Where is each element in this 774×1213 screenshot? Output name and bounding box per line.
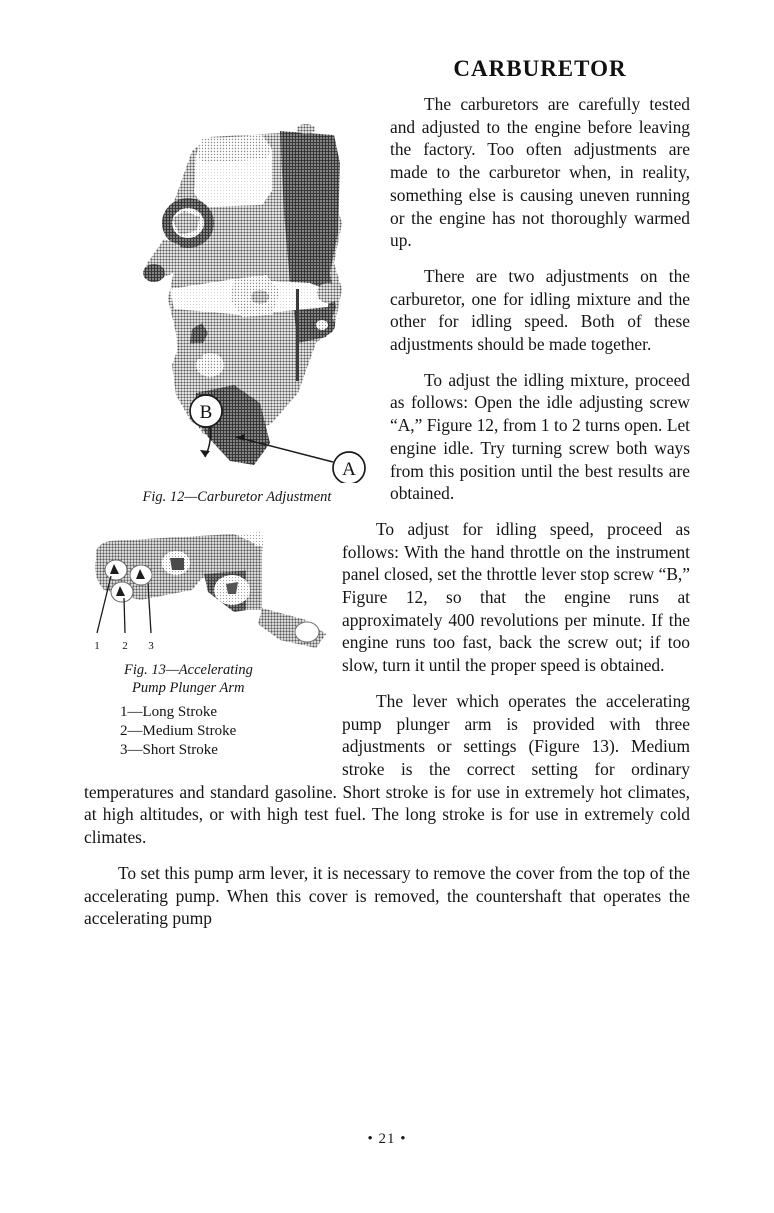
figure-12 xyxy=(84,93,390,507)
pump-arm-photo xyxy=(84,528,342,654)
link-arm-hole xyxy=(295,622,319,642)
air-horn-rim xyxy=(196,135,272,163)
pivot-slot xyxy=(170,558,184,570)
connector-rod xyxy=(296,289,299,381)
throttle-lever-boss xyxy=(251,290,269,304)
callout-1-label: 1 xyxy=(94,639,100,652)
paragraph-3: To adjust the idling mixture, proceed as follows: Open the idle adjusting screw “A,” Figure 12, from 1 to 2 turns open. Let engine idle. Try turning screw both ways from this position until the best results are obtained. xyxy=(390,369,690,504)
pump-arm-photo-image xyxy=(84,528,332,654)
figure-13 xyxy=(84,528,342,760)
paragraph-2: There are two adjustments on the carburetor, one for idling mixture and the other for idling speed. Both of these adjustments should be made together. xyxy=(390,265,690,355)
choke-pivot xyxy=(143,264,165,282)
callout-2-label: 2 xyxy=(122,639,128,652)
figure-13-caption xyxy=(124,661,342,697)
idle-screw-slot xyxy=(316,320,328,330)
callout-b-label: B xyxy=(199,402,213,423)
carburetor-photo-image xyxy=(84,93,390,483)
callout-3-label: 3 xyxy=(148,639,154,652)
legend-item-3: 3—Short Stroke xyxy=(120,741,218,758)
legend-item-1: 1—Long Stroke xyxy=(120,704,218,721)
paragraph-5: The lever which operates the accelerating pump plunger arm is provided with three adjustments or settings (Figure 13). Medium stroke is the correct setting for ordinary temperatures and standard gasoline. Short stroke is for use in extremely hot climates, at high altitudes, or with high test fuel. The long stroke is for use in extremely cold climates. xyxy=(84,690,690,848)
figure-12-caption: Fig. 12—Carburetor Adjustment xyxy=(142,489,332,505)
stop-screw-shaft xyxy=(192,343,204,359)
figure-13-caption-line-2: Pump Plunger Arm xyxy=(132,680,245,697)
page-content xyxy=(84,56,690,943)
arm-vertical xyxy=(246,546,262,610)
hub-key xyxy=(226,582,238,594)
page-number: • 21 • xyxy=(367,1131,407,1147)
figure-13-legend xyxy=(120,703,342,760)
paragraph-6: To set this pump arm lever, it is necessary to remove the cover from the top of the accelerating pump. When this cover is removed, the countershaft that operates the accelerating pump xyxy=(84,862,690,929)
carburetor-photo xyxy=(84,93,390,483)
legend-item-2: 2—Medium Stroke xyxy=(120,723,237,740)
paragraph-1: The carburetors are carefully tested and adjusted to the engine before leaving the factory. Too often adjustments are made to the carburetor when, in reality, something else is causing uneven running or the engine has not thoroughly warmed up. xyxy=(390,94,690,251)
paragraph-4: To adjust for idling speed, proceed as follows: With the hand throttle on the instrument panel closed, set the throttle lever stop screw “B,” Figure 12, so that the engine runs at approximately 400 revolutions per minute. If the engine runs too fast, back the screw out; if too slow, turn it until the proper speed is obtained. xyxy=(342,518,690,676)
idle-screw-spring xyxy=(317,283,339,303)
flange-stud xyxy=(297,124,315,134)
callout-a-label: A xyxy=(342,459,356,480)
page-title: CARBURETOR xyxy=(453,56,627,81)
figure-13-caption-line-1: Fig. 13—Accelerating xyxy=(124,661,253,678)
